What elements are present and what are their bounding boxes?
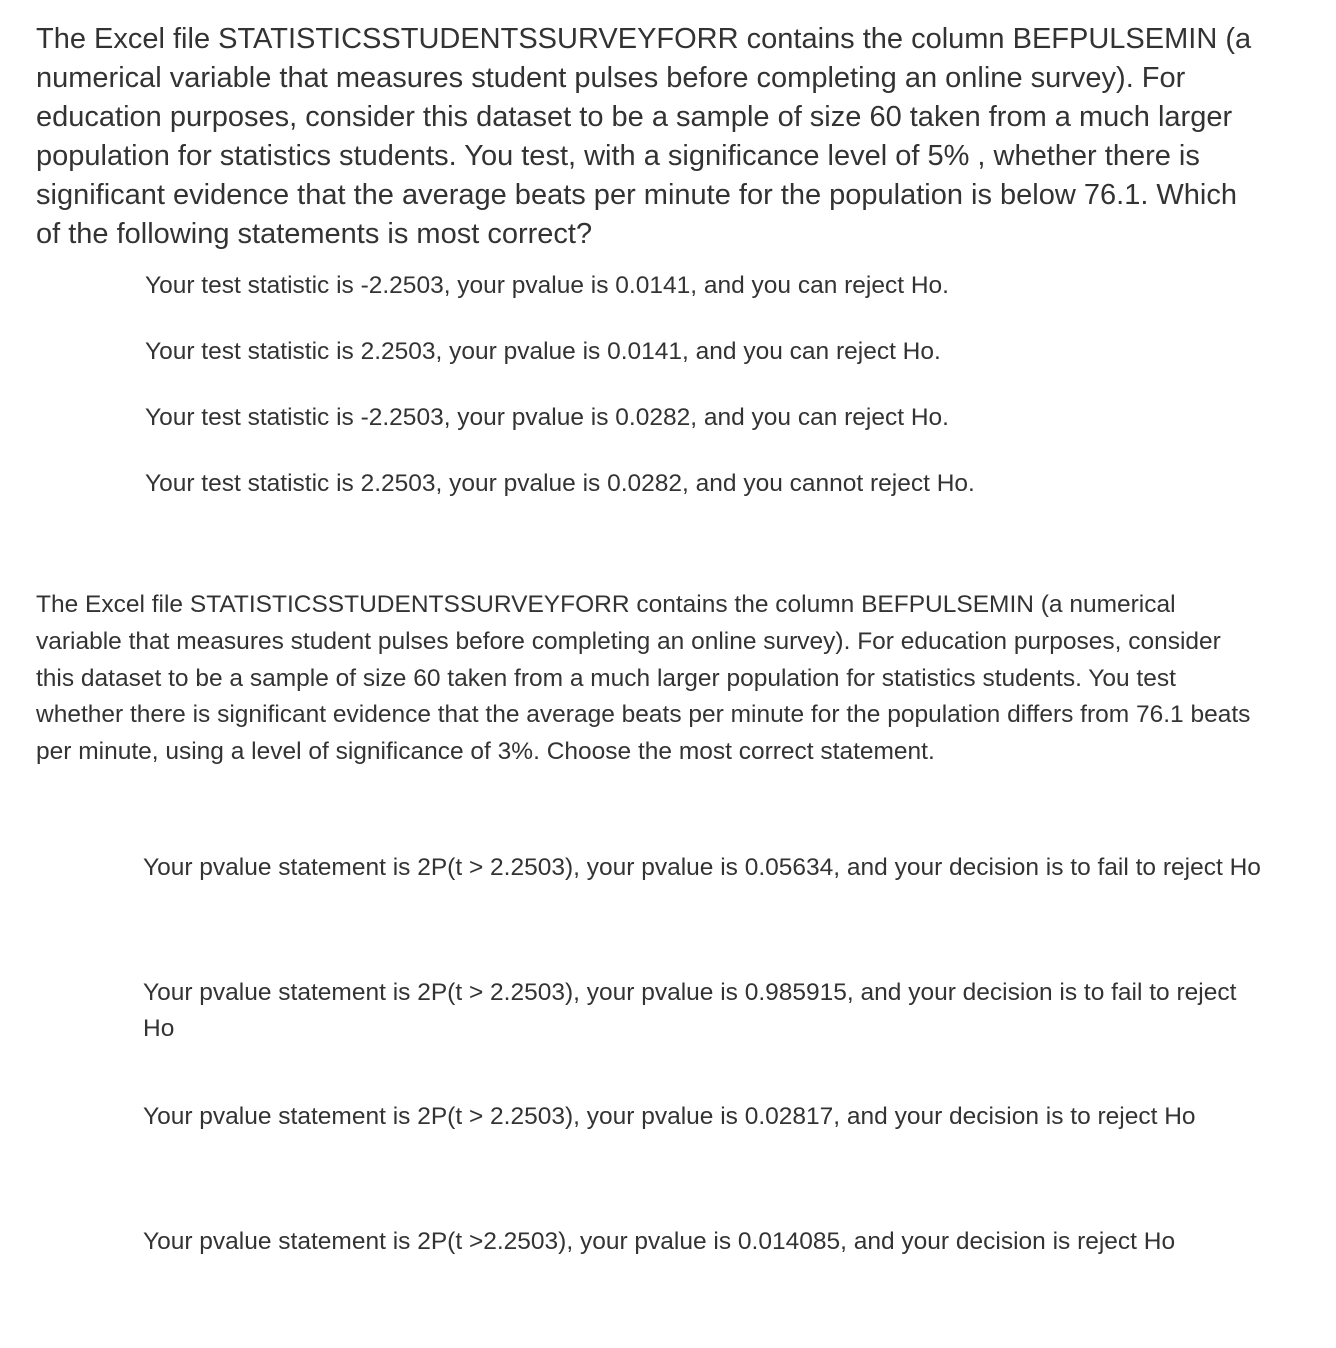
- question-2-option-a[interactable]: Your pvalue statement is 2P(t > 2.2503), your pvalue is 0.05634, and your decision is to fail to reject Ho: [143, 850, 1263, 975]
- question-2-option-c[interactable]: Your pvalue statement is 2P(t > 2.2503), your pvalue is 0.02817, and your decision is to reject Ho: [143, 1099, 1263, 1224]
- question-2-text: The Excel file STATISTICSSTUDENTSSURVEYFORR contains the column BEFPULSEMIN (a numerical variable that measures student pulses before completing an online survey). For education purposes, consider this dataset to be a sample of size 60 taken from a much larger population for statistics students. You test whether there is significant evidence that the average beats per minute for the population differs from 76.1 beats per minute, using a level of significance of 3%. Choose the most correct statement.: [36, 587, 1251, 771]
- question-2-options: [143, 850, 1263, 1348]
- question-1-option-a[interactable]: Your test statistic is -2.2503, your pvalue is 0.0141, and you can reject Ho.: [145, 266, 1245, 332]
- question-1-options: [145, 266, 1245, 530]
- question-1-option-c[interactable]: Your test statistic is -2.2503, your pvalue is 0.0282, and you can reject Ho.: [145, 398, 1245, 464]
- question-1-option-b[interactable]: Your test statistic is 2.2503, your pvalue is 0.0141, and you can reject Ho.: [145, 332, 1245, 398]
- question-2-option-b[interactable]: Your pvalue statement is 2P(t > 2.2503), your pvalue is 0.985915, and your decision is to fail to reject Ho: [143, 975, 1263, 1100]
- question-2-option-d[interactable]: Your pvalue statement is 2P(t >2.2503), your pvalue is 0.014085, and your decision is reject Ho: [143, 1224, 1263, 1348]
- question-1-option-d[interactable]: Your test statistic is 2.2503, your pvalue is 0.0282, and you cannot reject Ho.: [145, 464, 1245, 530]
- question-1-text: The Excel file STATISTICSSTUDENTSSURVEYFORR contains the column BEFPULSEMIN (a numerical variable that measures student pulses before completing an online survey). For education purposes, consider this dataset to be a sample of size 60 taken from a much larger population for statistics students. You test, with a significance level of 5% , whether there is significant evidence that the average beats per minute for the population is below 76.1. Which of the following statements is most correct?: [36, 20, 1266, 254]
